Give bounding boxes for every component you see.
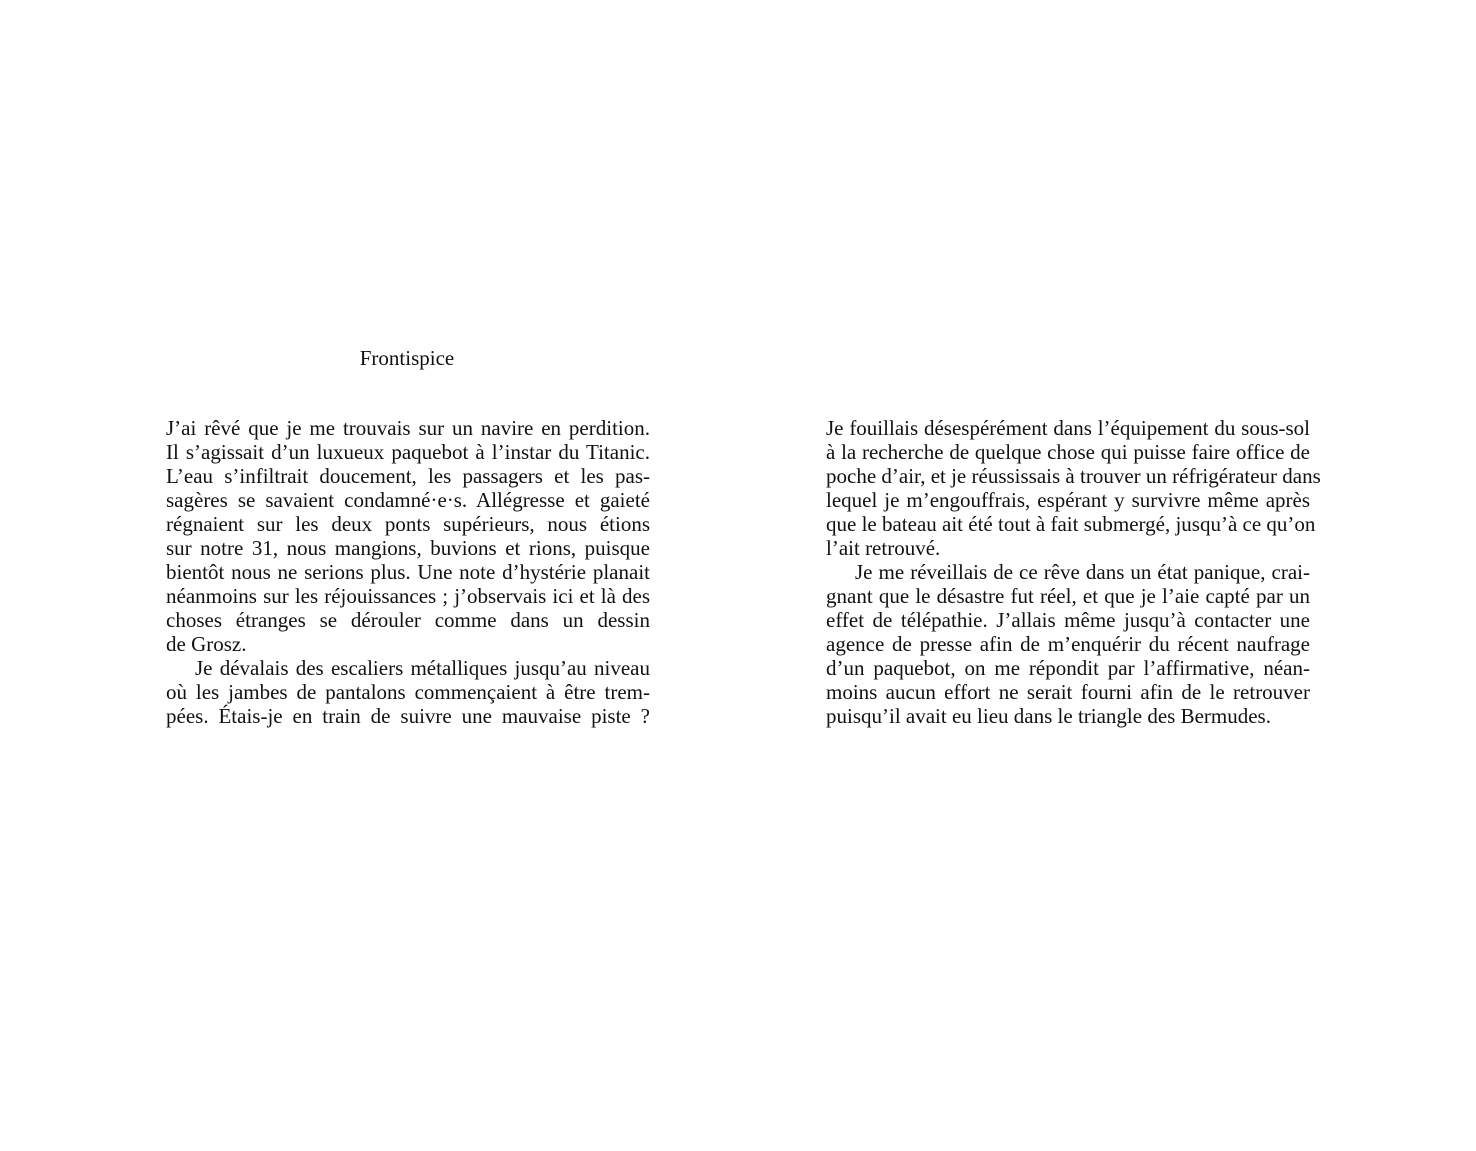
text-line: pées. Étais-je en train de suivre une mauvaise piste ? <box>166 704 650 728</box>
text-line: lequel je m’engouffrais, espérant y survivre même après <box>826 488 1310 512</box>
text-line: de Grosz. <box>166 632 247 656</box>
text-line: sagères se savaient condamné·e·s. Allégresse et gaieté <box>166 488 650 512</box>
left-page-text <box>166 416 650 728</box>
right-page-text <box>826 416 1321 728</box>
text-line: Je fouillais désespérément dans l’équipement du sous-sol <box>826 416 1310 440</box>
text-line: puisqu’il avait eu lieu dans le triangle des Bermudes. <box>826 704 1271 728</box>
text-line: poche d’air, et je réussissais à trouver un réfrigérateur dans <box>826 464 1321 488</box>
text-line: gnant que le désastre fut réel, et que je l’aie capté par un <box>826 584 1310 608</box>
text-line: Je me réveillais de ce rêve dans un état panique, crai- <box>855 560 1310 584</box>
text-line: bientôt nous ne serions plus. Une note d’hystérie planait <box>166 560 650 584</box>
text-line: Je dévalais des escaliers métalliques jusqu’au niveau <box>195 656 650 680</box>
text-line: l’ait retrouvé. <box>826 536 941 560</box>
text-line: agence de presse afin de m’enquérir du récent naufrage <box>826 632 1310 656</box>
text-line: Il s’agissait d’un luxueux paquebot à l’instar du Titanic. <box>166 440 650 464</box>
text-line: effet de télépathie. J’allais même jusqu’à contacter une <box>826 608 1310 632</box>
text-line: sur notre 31, nous mangions, buvions et rions, puisque <box>166 536 650 560</box>
text-line: moins aucun effort ne serait fourni afin de le retrouver <box>826 680 1310 704</box>
text-line: néanmoins sur les réjouissances ; j’observais ici et là des <box>166 584 650 608</box>
text-line: régnaient sur les deux ponts supérieurs, nous étions <box>166 512 650 536</box>
text-line: où les jambes de pantalons commençaient à être trem- <box>166 680 650 704</box>
text-line: que le bateau ait été tout à fait submergé, jusqu’à ce qu’on <box>826 512 1316 536</box>
text-line: J’ai rêvé que je me trouvais sur un navire en perdition. <box>166 416 650 440</box>
text-line: à la recherche de quelque chose qui puisse faire office de <box>826 440 1310 464</box>
text-line: choses étranges se dérouler comme dans un dessin <box>166 608 650 632</box>
chapter-title: Frontispice <box>359 346 455 370</box>
text-line: L’eau s’infiltrait doucement, les passagers et les pas- <box>166 464 650 488</box>
text-line: d’un paquebot, on me répondit par l’affirmative, néan- <box>826 656 1310 680</box>
